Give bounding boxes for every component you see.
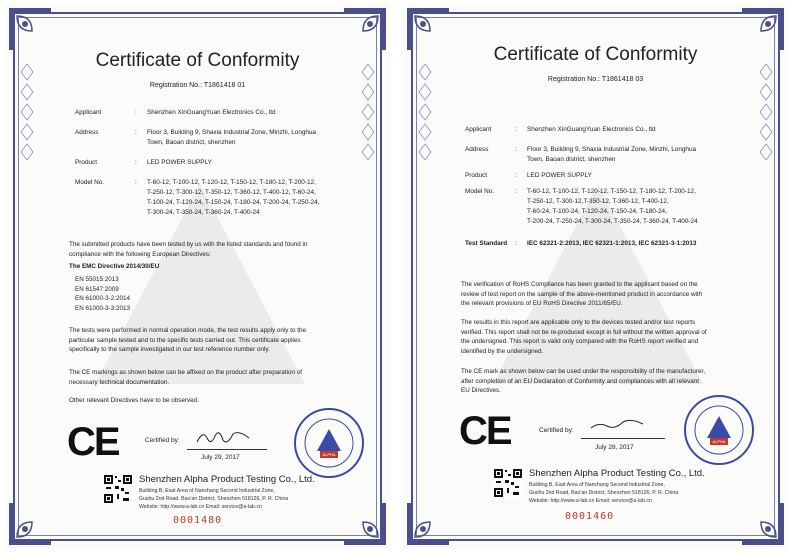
corner-ornament-icon (342, 6, 388, 52)
certified-by-label: Certified by: (539, 427, 574, 434)
model-value: T-60-12, T-100-12, T-120-12, T-150-12, T-180-12, T-200-12, T-250-12, T-300-12,T-350-12, T-360-12, T-400-12, T-60-24, T-100-24, T-120-24, T-150-24, T-180-24, T-200-24, T-250-24, T-300-24, T-350-24, T-360-24, T-400-24 (527, 188, 698, 225)
qr-code-icon (103, 474, 133, 504)
tested-statement: The submitted products have been tested by us with the listed standards and found in compliance with the following European Directives: (69, 241, 308, 258)
colon: : (135, 179, 137, 186)
colon: : (135, 109, 137, 116)
product-label: Product (75, 159, 98, 166)
certificate-title: Certificate of Conformity (95, 50, 300, 71)
applicant-value: Shenzhen XinGuangYuan Electronics Co., ltd (527, 126, 656, 133)
colon: : (135, 129, 137, 136)
signature-date: July 29, 2017 (201, 454, 240, 461)
directive-heading: The EMC Directive 2014/30/EU (69, 263, 160, 270)
address-label: Address (75, 129, 99, 136)
ce-mark: CE (67, 420, 119, 464)
applicant-value: Shenzhen XinGuangYuan Electronics Co., ltd (147, 109, 276, 116)
seal-badge: ALPHA (712, 439, 726, 444)
signature-image (193, 426, 253, 448)
colon: : (515, 188, 517, 195)
colon: : (515, 146, 517, 153)
colon: : (135, 159, 137, 166)
address-value: Floor 3, Building 9, Shaxia Industrial Zone, Minzhi, Longhua Town, Baoan district, shenzhen (527, 146, 697, 163)
corner-ornament-icon (7, 501, 53, 547)
corner-ornament-icon (405, 501, 451, 547)
model-label: Model No. (75, 179, 105, 186)
company-address: Building B, East Area of Nanchang Second Industrial Zone, Gushu 2nd Road, Bao'an District, Shenzhen 518126, P. R. China Website: http://www.a-lab.cn Email: service@a-lab.cn (139, 488, 289, 510)
signature-image (587, 414, 647, 436)
company-seal-icon (683, 394, 755, 466)
product-label: Product (465, 172, 488, 179)
certificate-ce-emc (5, 4, 390, 549)
corner-ornament-icon (342, 501, 388, 547)
serial-number: 0001460 (565, 511, 615, 522)
standards-list: EN 55015:2013 EN 61547:2009 EN 61000-3-2:2014 EN 61000-3-3:2013 (75, 276, 130, 312)
certificate-title: Certificate of Conformity (493, 44, 698, 65)
serial-number: 0001480 (173, 515, 223, 526)
test-standard-value: IEC 62321-2:2013, IEC 62321-1:2013, IEC 62321-3-1:2013 (527, 240, 697, 247)
applicant-label: Applicant (465, 126, 492, 133)
ce-mark: CE (459, 409, 511, 453)
product-value: LED POWER SUPPLY (527, 172, 592, 179)
test-standard-label: Test Standard (465, 240, 508, 247)
other-directives-statement: Other relevant Directives have to be observed. (69, 397, 199, 404)
corner-ornament-icon (7, 6, 53, 52)
corner-ornament-icon (740, 501, 786, 547)
colon: : (515, 240, 517, 247)
address-label: Address (465, 146, 489, 153)
address-value: Floor 3, Building 9, Shaxia Industrial Zone, Minzhi, Longhua Town, Baoan district, shenzhen (147, 129, 317, 146)
certified-by-label: Certified by: (145, 437, 180, 444)
side-pattern (360, 64, 376, 164)
company-address: Building B, East Area of Nanchang Second Industrial Zone, Gushu 2nd Road, Bao'an District, Shenzhen 518126, P. R. China Website: http://www.a-lab.cn Email: service@a-lab.cn (529, 482, 679, 504)
side-pattern (19, 64, 35, 164)
company-name: Shenzhen Alpha Product Testing Co., Ltd. (139, 474, 315, 485)
rohs-verification-statement: The verification of RoHS Compliance has been granted to the applicant based on the review of test report on the sample of the above-mentioned product in accordance with the relevant provisions of EU RoHS Directive 2011/65/EU. (461, 281, 703, 307)
certificate-rohs (403, 4, 788, 549)
signature-line (187, 449, 267, 450)
test-conditions-statement: The tests were performed in normal operation mode, the test results apply only to the particular sample tested and to the specific tests carried out. This certificate applies specifically to the sample investigated in our test reference number only. (69, 327, 306, 353)
registration-number: Registration No.: T1861418 03 (547, 76, 644, 83)
company-name: Shenzhen Alpha Product Testing Co., Ltd. (529, 468, 705, 479)
colon: : (515, 126, 517, 133)
qr-code-icon (493, 468, 523, 498)
registration-number: Registration No.: T1861418 01 (149, 82, 246, 89)
product-value: LED POWER SUPPLY (147, 159, 212, 166)
model-value: T-60-12, T-100-12, T-120-12, T-150-12, T-180-12, T-200-12, T-250-12, T-300-12, T-350-12, T-360-12, T-400-12, T-60-24, T-100-24, T-120-24, T-150-24, T-180-24, T-200-24, T-250-24, T-300-24, T-350-24, T-360-24, T-400-24 (147, 179, 320, 216)
company-seal-icon (293, 407, 365, 479)
signature-date: July 28, 2017 (595, 444, 634, 451)
applicant-label: Applicant (75, 109, 102, 116)
ce-marking-statement: The CE markings as shown below can be affixed on the product after preparation of necessary technical documentation. (69, 369, 303, 386)
colon: : (515, 172, 517, 179)
results-statement: The results in this report are applicable only to the devices tested and/or test reports verified. This report shall not be re-produced except in full without the written approval of the undersigned. This report is valid only compared with the RoHS report verified and identified by the undersigned. (461, 319, 707, 355)
ce-mark-statement: The CE mark as shown below can be used under the responsibility of the manufacturer, after completion of an EU Declaration of Conformity and compliances with all relevant EU Directives. (461, 368, 705, 394)
signature-line (581, 438, 665, 439)
seal-badge: ALPHA (322, 452, 336, 457)
model-label: Model No. (465, 188, 495, 195)
